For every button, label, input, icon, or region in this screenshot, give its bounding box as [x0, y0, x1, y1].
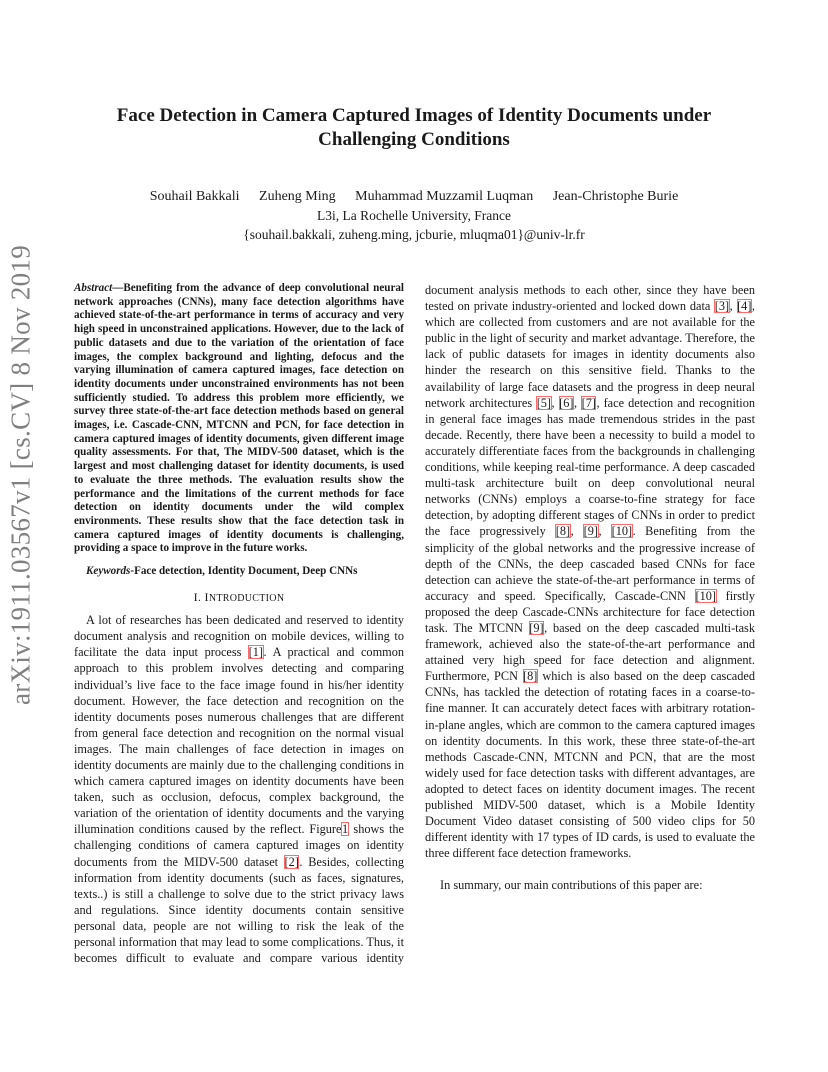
citation-link[interactable]: [4]: [737, 299, 752, 314]
citation-link[interactable]: [5]: [536, 395, 552, 410]
author-name: Zuheng Ming: [259, 189, 336, 204]
citation-link[interactable]: [9]: [583, 524, 599, 539]
text-run: ,: [729, 299, 737, 314]
citation-link[interactable]: [6]: [559, 395, 574, 410]
section-heading-introduction: [74, 589, 404, 607]
summary-intro-line: In summary, our main contributions of this paper are:: [440, 878, 703, 893]
abstract-label: Abstract: [74, 282, 113, 294]
keywords: [86, 564, 404, 578]
intro-paragraph-continued: [425, 282, 755, 861]
abstract-text: —Benefiting from the advance of deep convolutional neural network approaches (CNNs), many face detection algorithms have achieved state-of-the-art performance in terms of accuracy and very high speed in unconstrained applications. However, due to the lack of public datasets and due to the variation of the orientation of face images, the complex background and lighting, defocus and the varying illumination of camera captured images, face detection on identity documents under unconstrained environments has not been sufficiently studied. To address this problem more efficiently, we survey three state-of-the-art face detection methods based on general images, i.e. Cascade-CNN, MTCNN and PCN, for face detection in camera captured images of identity documents, given different image quality assessments. For that, The MIDV-500 dataset, which is the largest and most challenging dataset for identity documents, is used to evaluate the three methods. The evaluation results show the performance and the limitations of the current methods for face detection on identity documents under the wild complex environments. These results show that the face detection task in camera captured images of identity documents is challenging, providing a space to improve in the future works.: [74, 282, 404, 555]
intro-paragraph: [74, 612, 404, 966]
left-column: [74, 282, 404, 966]
citation-link[interactable]: [2]: [284, 854, 299, 869]
citation-link[interactable]: [9]: [529, 620, 544, 635]
citation-link[interactable]: [7]: [581, 395, 596, 410]
citation-link[interactable]: [3]: [714, 299, 730, 314]
text-run: shows the challenging conditions of camera captured images on identity documents from the MIDV-500 dataset: [74, 822, 405, 869]
text-run: , face detection and recognition in general face images has made tremendous strides in the past decade. Recently, there have been a necessity to build a model to accurately differentiate faces from the backgrounds in challenging conditions, while keeping real-time performance. A deep cascaded multi-task architecture built on deep convolutional neural networks (CNNs) employs a coarse-to-fine strategy for face detection, by adopting different stages of CNNs in order to predict the face progressively: [425, 395, 755, 539]
text-run: ,: [551, 395, 559, 410]
right-column: [425, 282, 755, 893]
text-run: ,: [570, 524, 584, 539]
text-run: A lot of researches has been dedicated and reserved to identity document analysis and recognition on mobile devices, willing to facilitate the data input process: [74, 613, 404, 660]
arxiv-identifier: arXiv:1911.03567v1 [cs.CV] 8 Nov 2019: [5, 244, 36, 706]
text-run: ,: [574, 395, 582, 410]
text-run: which is also based on the deep cascaded CNNs, has tackled the detection of rotating faces in a coarse-to-fine manner. It can accurately detect faces with arbitrary rotation-in-plane angles, which are common to the camera captured images on identity documents. In this work, these three state-of-the-art methods Cascade-CNN, MTCNN and PCN, that are the most widely used for face detection tasks with different advantages, are adopted to detect faces on identity document images. The recent published MIDV-500 dataset, which is a Mobile Identity Document Video dataset consisting of 500 video clips for 50 different identity with 17 types of ID cards, is used to evaluate the three different face detection frameworks.: [425, 669, 755, 861]
text-run: . Benefiting from the simplicity of the global networks and the progressive increase of depth of the CNNs, the deep cascaded based CNNs for face detection can achieve the state-of-the-art performance in terms of accuracy and speed. Specifically, Cascade-CNN: [425, 524, 755, 603]
citation-link[interactable]: [8]: [523, 669, 538, 684]
text-run: ,: [598, 524, 612, 539]
text-run: firstly proposed the deep Cascade-CNNs architecture for face detection task. The MTCNN: [425, 588, 755, 635]
text-run: . Besides, collecting information from identity documents (such as faces, signatures, texts..) is still a challenge to solve due to the strict privacy laws and regulations. Since identity documents contain sensitive personal data, people are not willing to risk the leak of the personal information that may lead to some complications. Thus, it becomes difficult to evaluate and compare various identity: [74, 854, 404, 966]
author-name: Souhail Bakkali: [149, 189, 240, 204]
author-emails: {souhail.bakkali, zuheng.ming, jcburie, mluqma01}@univ-lr.fr: [243, 227, 585, 242]
section-title-initial: I: [204, 590, 209, 605]
text-run: , based on the deep cascaded multi-task framework, achieved also the state-of-the-art performance and attained very high speed for face detection and alignment. Furthermore, PCN: [425, 620, 755, 684]
figure-link[interactable]: 1: [341, 822, 349, 837]
text-run: document analysis methods to each other, since they have been tested on private industry-oriented and locked down data: [425, 283, 755, 314]
section-title-rest: NTRODUCTION: [208, 593, 285, 605]
title-line-1: Face Detection in Camera Captured Images of Identity Documents under: [116, 105, 712, 126]
citation-link[interactable]: [8]: [555, 524, 571, 539]
text-run: . A practical and common approach to this problem involves detecting and comparing individual’s live face to the face image found in his/her identity document. However, the face detection and recognition on the identity documents poses numerous challenges that are different from general face detection and recognition on the normal visual images. The main challenges of face detection in images on identity documents are mainly due to the challenging conditions in which camera captured images on identity documents have been taken, such as occlusion, defocus, complex background, the variation of the orientation of identity documents and the varying illumination conditions caused by the reflect. Figure: [74, 645, 404, 837]
section-number: I.: [193, 590, 205, 605]
keywords-text: -Face detection, Identity Document, Deep CNNs: [130, 565, 358, 578]
author-list: [90, 187, 738, 206]
citation-link[interactable]: [10]: [695, 588, 717, 603]
citation-link[interactable]: [1]: [248, 645, 263, 660]
title-line-2: Challenging Conditions: [318, 129, 510, 150]
affiliation: L3i, La Rochelle University, France: [316, 208, 512, 223]
paper-title: [90, 104, 738, 152]
abstract: [74, 282, 404, 556]
citation-link[interactable]: [10]: [611, 524, 633, 539]
author-name: Muhammad Muzzamil Luqman: [355, 189, 534, 204]
author-name: Jean-Christophe Burie: [552, 189, 679, 204]
keywords-label: Keywords: [86, 565, 131, 578]
text-run: , which are collected from customers and are not available for the public in the light of security and market advantage. Therefore, the lack of public datasets for images in identity documents also hinder the research on this sensitive field. Thanks to the availability of large face datasets and the progress in deep neural network architectures: [425, 299, 755, 410]
